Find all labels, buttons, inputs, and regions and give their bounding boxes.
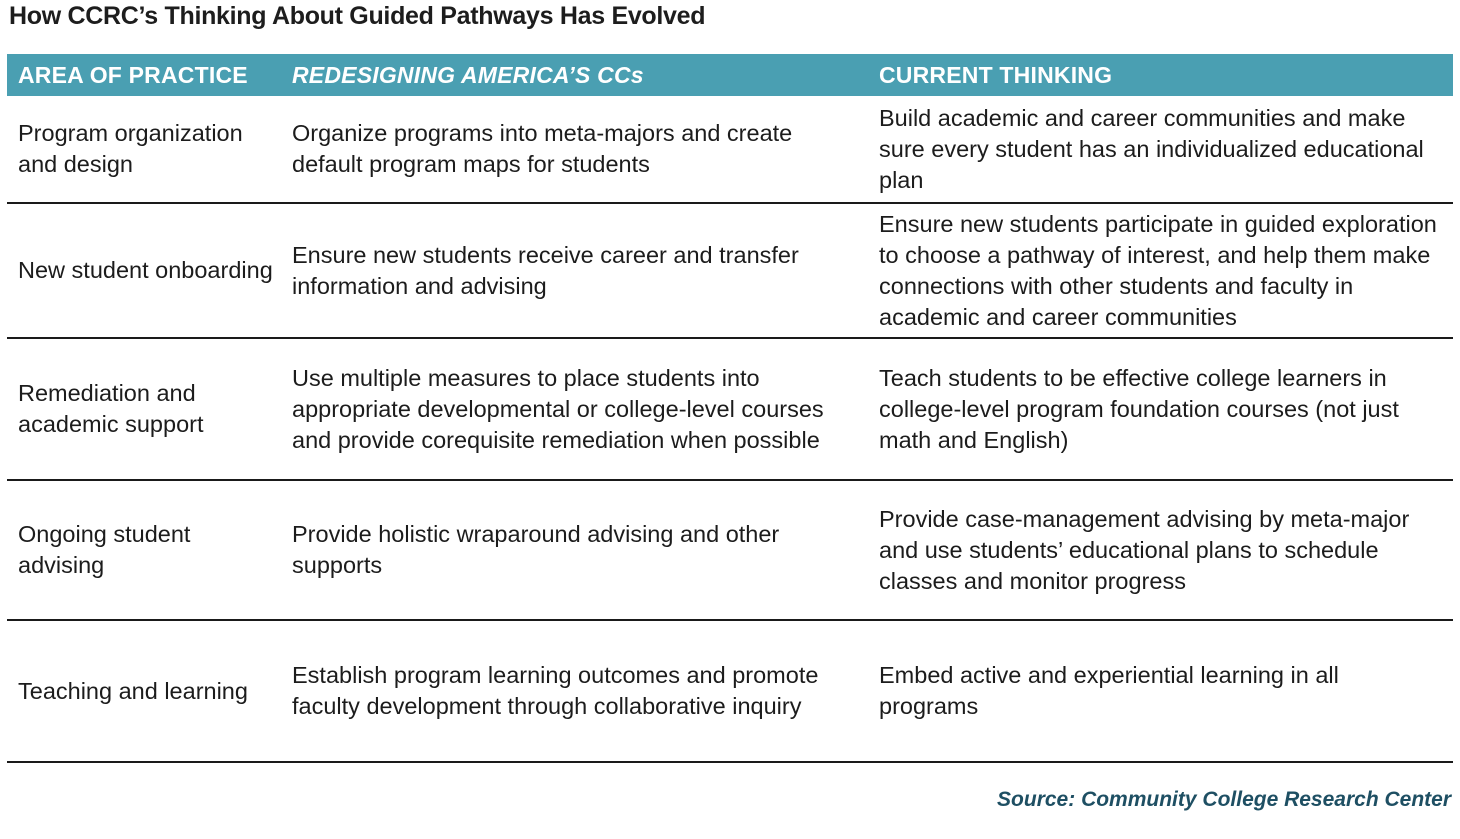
table-row bbox=[7, 481, 1453, 621]
header-current-thinking: CURRENT THINKING bbox=[879, 62, 1113, 88]
current-cell: Teach students to be effective college learners in college-level program foundation courses (not just math and English) bbox=[879, 364, 1399, 453]
redesigning-cell: Use multiple measures to place students into appropriate developmental or college-level courses and provide corequisite remediation when possible bbox=[292, 364, 824, 453]
source-credit: Source: Community College Research Center bbox=[997, 788, 1451, 811]
redesigning-cell: Provide holistic wraparound advising and other supports bbox=[292, 521, 780, 578]
current-cell: Build academic and career communities and make sure every student has an individualized educational plan bbox=[879, 104, 1424, 193]
redesigning-cell: Establish program learning outcomes and promote faculty development through collaborative inquiry bbox=[292, 662, 819, 719]
table-row bbox=[7, 621, 1453, 763]
comparison-table bbox=[7, 54, 1453, 763]
current-cell: Ensure new students participate in guided exploration to choose a pathway of interest, and help them make connections with other students and faculty in academic and career communities bbox=[879, 210, 1437, 330]
header-redesigning: REDESIGNING AMERICA’S CCs bbox=[292, 62, 644, 88]
table-title: How CCRC’s Thinking About Guided Pathways Has Evolved bbox=[9, 2, 706, 30]
area-cell: Program organization and design bbox=[18, 120, 243, 177]
current-cell: Provide case-management advising by meta-major and use students’ educational plans to schedule classes and monitor progress bbox=[879, 505, 1410, 594]
redesigning-cell: Ensure new students receive career and transfer information and advising bbox=[292, 241, 799, 299]
area-cell: Remediation and academic support bbox=[18, 380, 204, 437]
area-cell: New student onboarding bbox=[18, 257, 273, 283]
table-row bbox=[7, 339, 1453, 481]
current-cell: Embed active and experiential learning in all programs bbox=[879, 662, 1339, 719]
area-cell: Teaching and learning bbox=[18, 677, 248, 704]
header-area-of-practice: AREA OF PRACTICE bbox=[18, 62, 248, 88]
table-header bbox=[7, 54, 1453, 96]
table-row bbox=[7, 204, 1453, 339]
area-cell: Ongoing student advising bbox=[18, 521, 191, 578]
table-row bbox=[7, 96, 1453, 204]
redesigning-cell: Organize programs into meta-majors and create default program maps for students bbox=[292, 120, 793, 177]
